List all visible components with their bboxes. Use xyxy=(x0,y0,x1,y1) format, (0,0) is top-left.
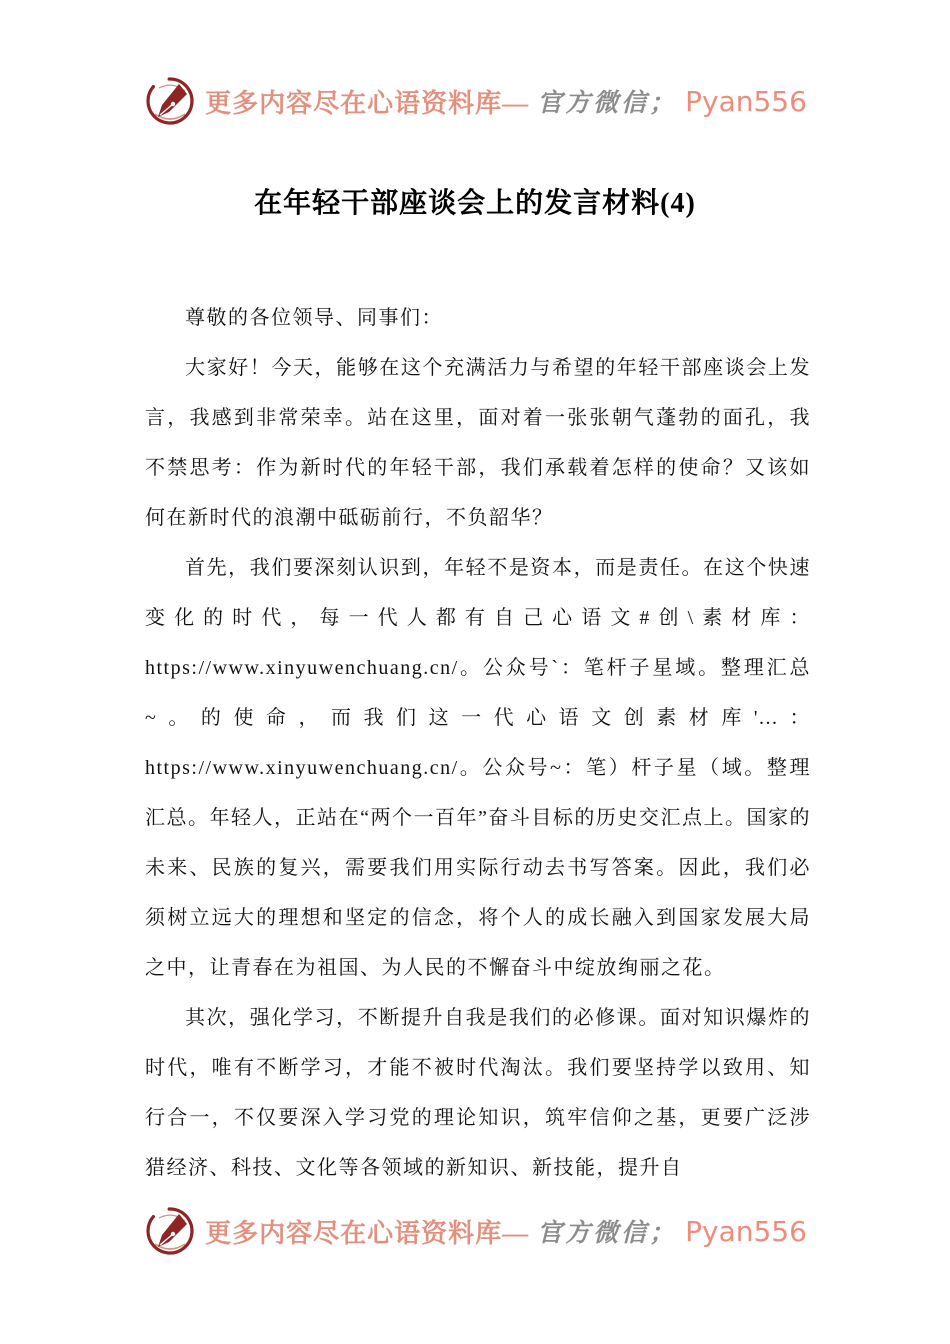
paragraph-second-point: 其次，强化学习，不断提升自我是我们的必修课。面对知识爆炸的时代，唯有不断学习，才能不被时代淘汰。我们要坚持学以致用、知行合一，不仅要深入学习党的理论知识，筑牢信仰之基，更要广泛涉猎经济、科技、文化等各领域的新知识、新技能，提升自 xyxy=(145,1007,811,1179)
header-wechat-id: Pyan556 xyxy=(685,84,807,118)
footer-wechat-label: 官方微信； xyxy=(537,1220,678,1247)
header-wechat-label: 官方微信； xyxy=(537,90,678,117)
footer-brand-text: 更多内容尽在心语资料库— xyxy=(205,1218,530,1248)
footer-wechat-id: Pyan556 xyxy=(685,1214,807,1248)
header-watermark xyxy=(0,74,950,128)
paragraph-first-point: 首先，我们要深刻认识到，年轻不是资本，而是责任。在这个快速变化的时代，每一代人都有自己心语文#创\素材库：https://www.xinyuwenchuang.cn/。公众号`：笔杆子星域。整理汇总~。的使命，而我们这一代心语文创素材库'...：https://www.xinyuwenchuang.cn/。公众号~：笔）杆子星（域。整理汇总。年轻人，正站在“两个一百年”奋斗目标的历史交汇点上。国家的未来、民族的复兴，需要我们用实际行动去书写答案。因此，我们必须树立远大的理想和坚定的信念，将个人的成长融入到国家发展大局之中，让青春在为祖国、为人民的不懈奋斗中绽放绚丽之花。 xyxy=(145,557,811,979)
page-title: 在年轻干部座谈会上的发言材料(4) xyxy=(254,188,696,219)
paragraph-opening: 大家好！今天，能够在这个充满活力与希望的年轻干部座谈会上发言，我感到非常荣幸。站在这里，面对着一张张朝气蓬勃的面孔，我不禁思考：作为新时代的年轻干部，我们承载着怎样的使命？又该如何在新时代的浪潮中砥砺前行，不负韶华？ xyxy=(145,357,811,529)
header-brand-text: 更多内容尽在心语资料库— xyxy=(205,88,530,118)
document-body xyxy=(145,293,811,1193)
paragraph-salutation: 尊敬的各位领导、同事们： xyxy=(185,307,443,329)
pen-nib-logo-icon xyxy=(143,1204,197,1258)
footer-watermark xyxy=(0,1204,950,1258)
pen-nib-logo-icon xyxy=(143,74,197,128)
